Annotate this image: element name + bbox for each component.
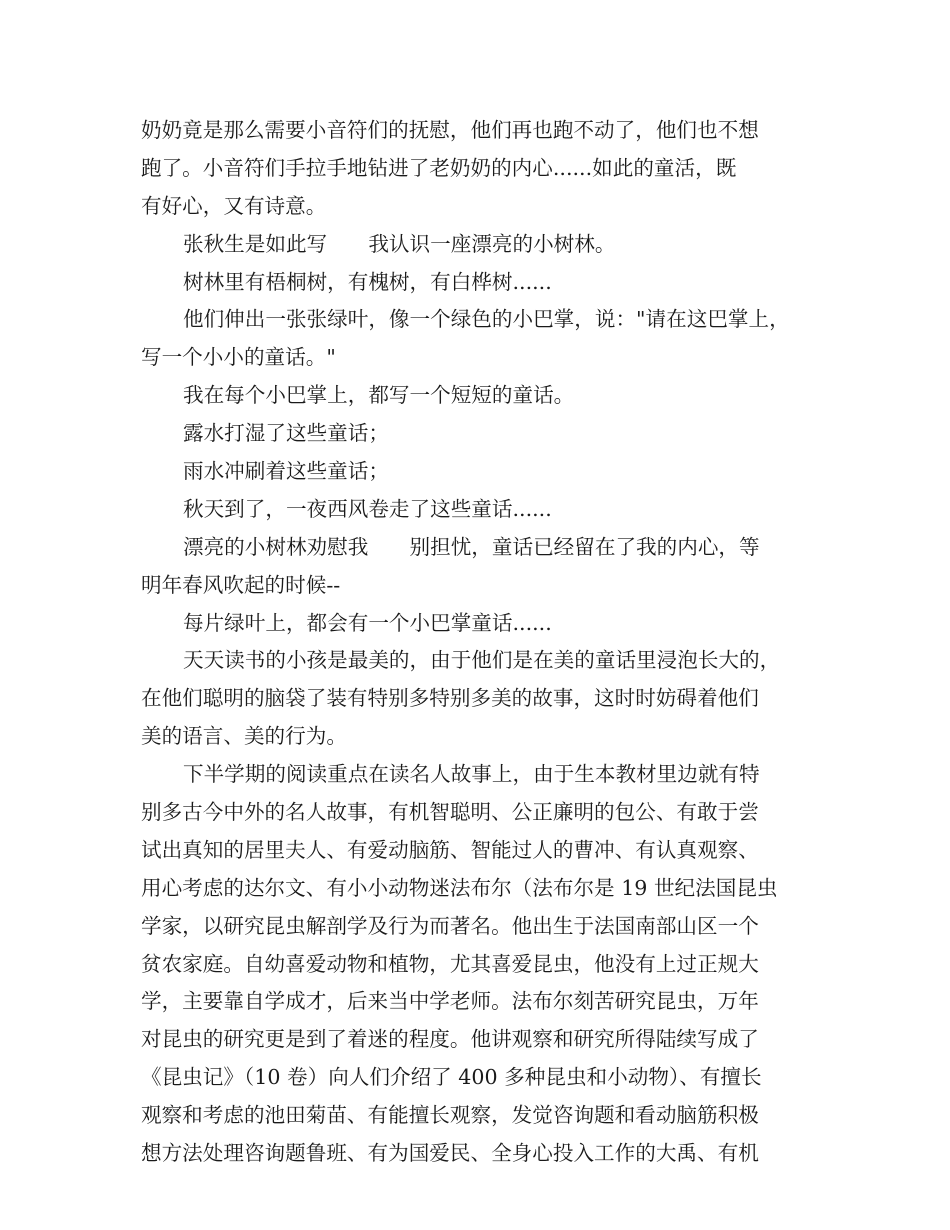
text-line: 别多古今中外的名人故事，有机智聪明、公正廉明的包公、有敢于尝: [141, 800, 759, 825]
text-line: 观察和考虑的池田菊苗、有能擅长观察，发觉咨询题和看动脑筋积极: [141, 1103, 759, 1128]
text-line: 张秋生是如此写 我认识一座漂亮的小树林。: [183, 231, 616, 256]
text-line: 有好心，又有诗意。: [141, 193, 327, 218]
document-page: [141, 112, 827, 1173]
text-line: 秋天到了，一夜西风卷走了这些童话......: [183, 496, 552, 521]
text-line: 对昆虫的研究更是到了着迷的程度。他讲观察和研究所得陆续写成了: [141, 1027, 759, 1052]
text-line: 学，主要靠自学成才，后来当中学老师。法布尔刻苦研究昆虫，万年: [141, 989, 759, 1014]
text-line: 在他们聪明的脑袋了装有特别多特别多美的故事，这时时妨碍着他们: [141, 686, 759, 711]
text-line: 学家，以研究昆虫解剖学及行为而著名。他出生于法国南部山区一个: [141, 913, 759, 938]
text-line: 漂亮的小树林劝慰我 别担忧，童话已经留在了我的内心，等: [183, 534, 760, 559]
text-line: 跑了。小音符们手拉手地钻进了老奶奶的内心......如此的童活，既: [141, 155, 737, 180]
text-line: 我在每个小巴掌上，都写一个短短的童话。: [183, 383, 575, 408]
text-line: 天天读书的小孩是最美的，由于他们是在美的童话里浸泡长大的，: [183, 648, 781, 673]
text-line: 贫农家庭。自幼喜爱动物和植物，尤其喜爱昆虫，他没有上过正规大: [141, 951, 759, 976]
text-line: 他们伸出一张张绿叶，像一个绿色的小巴掌，说："请在这巴掌上，: [183, 307, 790, 332]
text-line: 明年春风吹起的时候--: [141, 572, 341, 597]
text-line: 想方法处理咨询题鲁班、有为国爱民、全身心投入工作的大禹、有机: [141, 1141, 759, 1166]
text-line: 露水打湿了这些童话；: [183, 421, 389, 446]
text-line: 每片绿叶上，都会有一个小巴掌童话......: [183, 610, 552, 635]
text-line: 树林里有梧桐树，有槐树，有白桦树......: [183, 269, 552, 294]
text-line: 用心考虑的达尔文、有小小动物迷法布尔（法布尔是 19 世纪法国昆虫: [141, 875, 778, 900]
text-line: 写一个小小的童话。": [141, 345, 336, 370]
text-line: 美的语言、美的行为。: [141, 724, 347, 749]
text-line: 《昆虫记》（10 卷）向人们介绍了 400 多种昆虫和小动物）、有擅长: [141, 1065, 762, 1090]
text-line: 雨水冲刷着这些童话；: [183, 459, 389, 484]
text-line: 下半学期的阅读重点在读名人故事上，由于生本教材里边就有特: [183, 762, 760, 787]
text-line: 奶奶竟是那么需要小音符们的抚慰，他们再也跑不动了，他们也不想: [141, 118, 759, 142]
text-line: 试出真知的居里夫人、有爱动脑筋、智能过人的曹冲、有认真观察、: [141, 837, 759, 862]
document-text-body: [141, 112, 827, 1173]
